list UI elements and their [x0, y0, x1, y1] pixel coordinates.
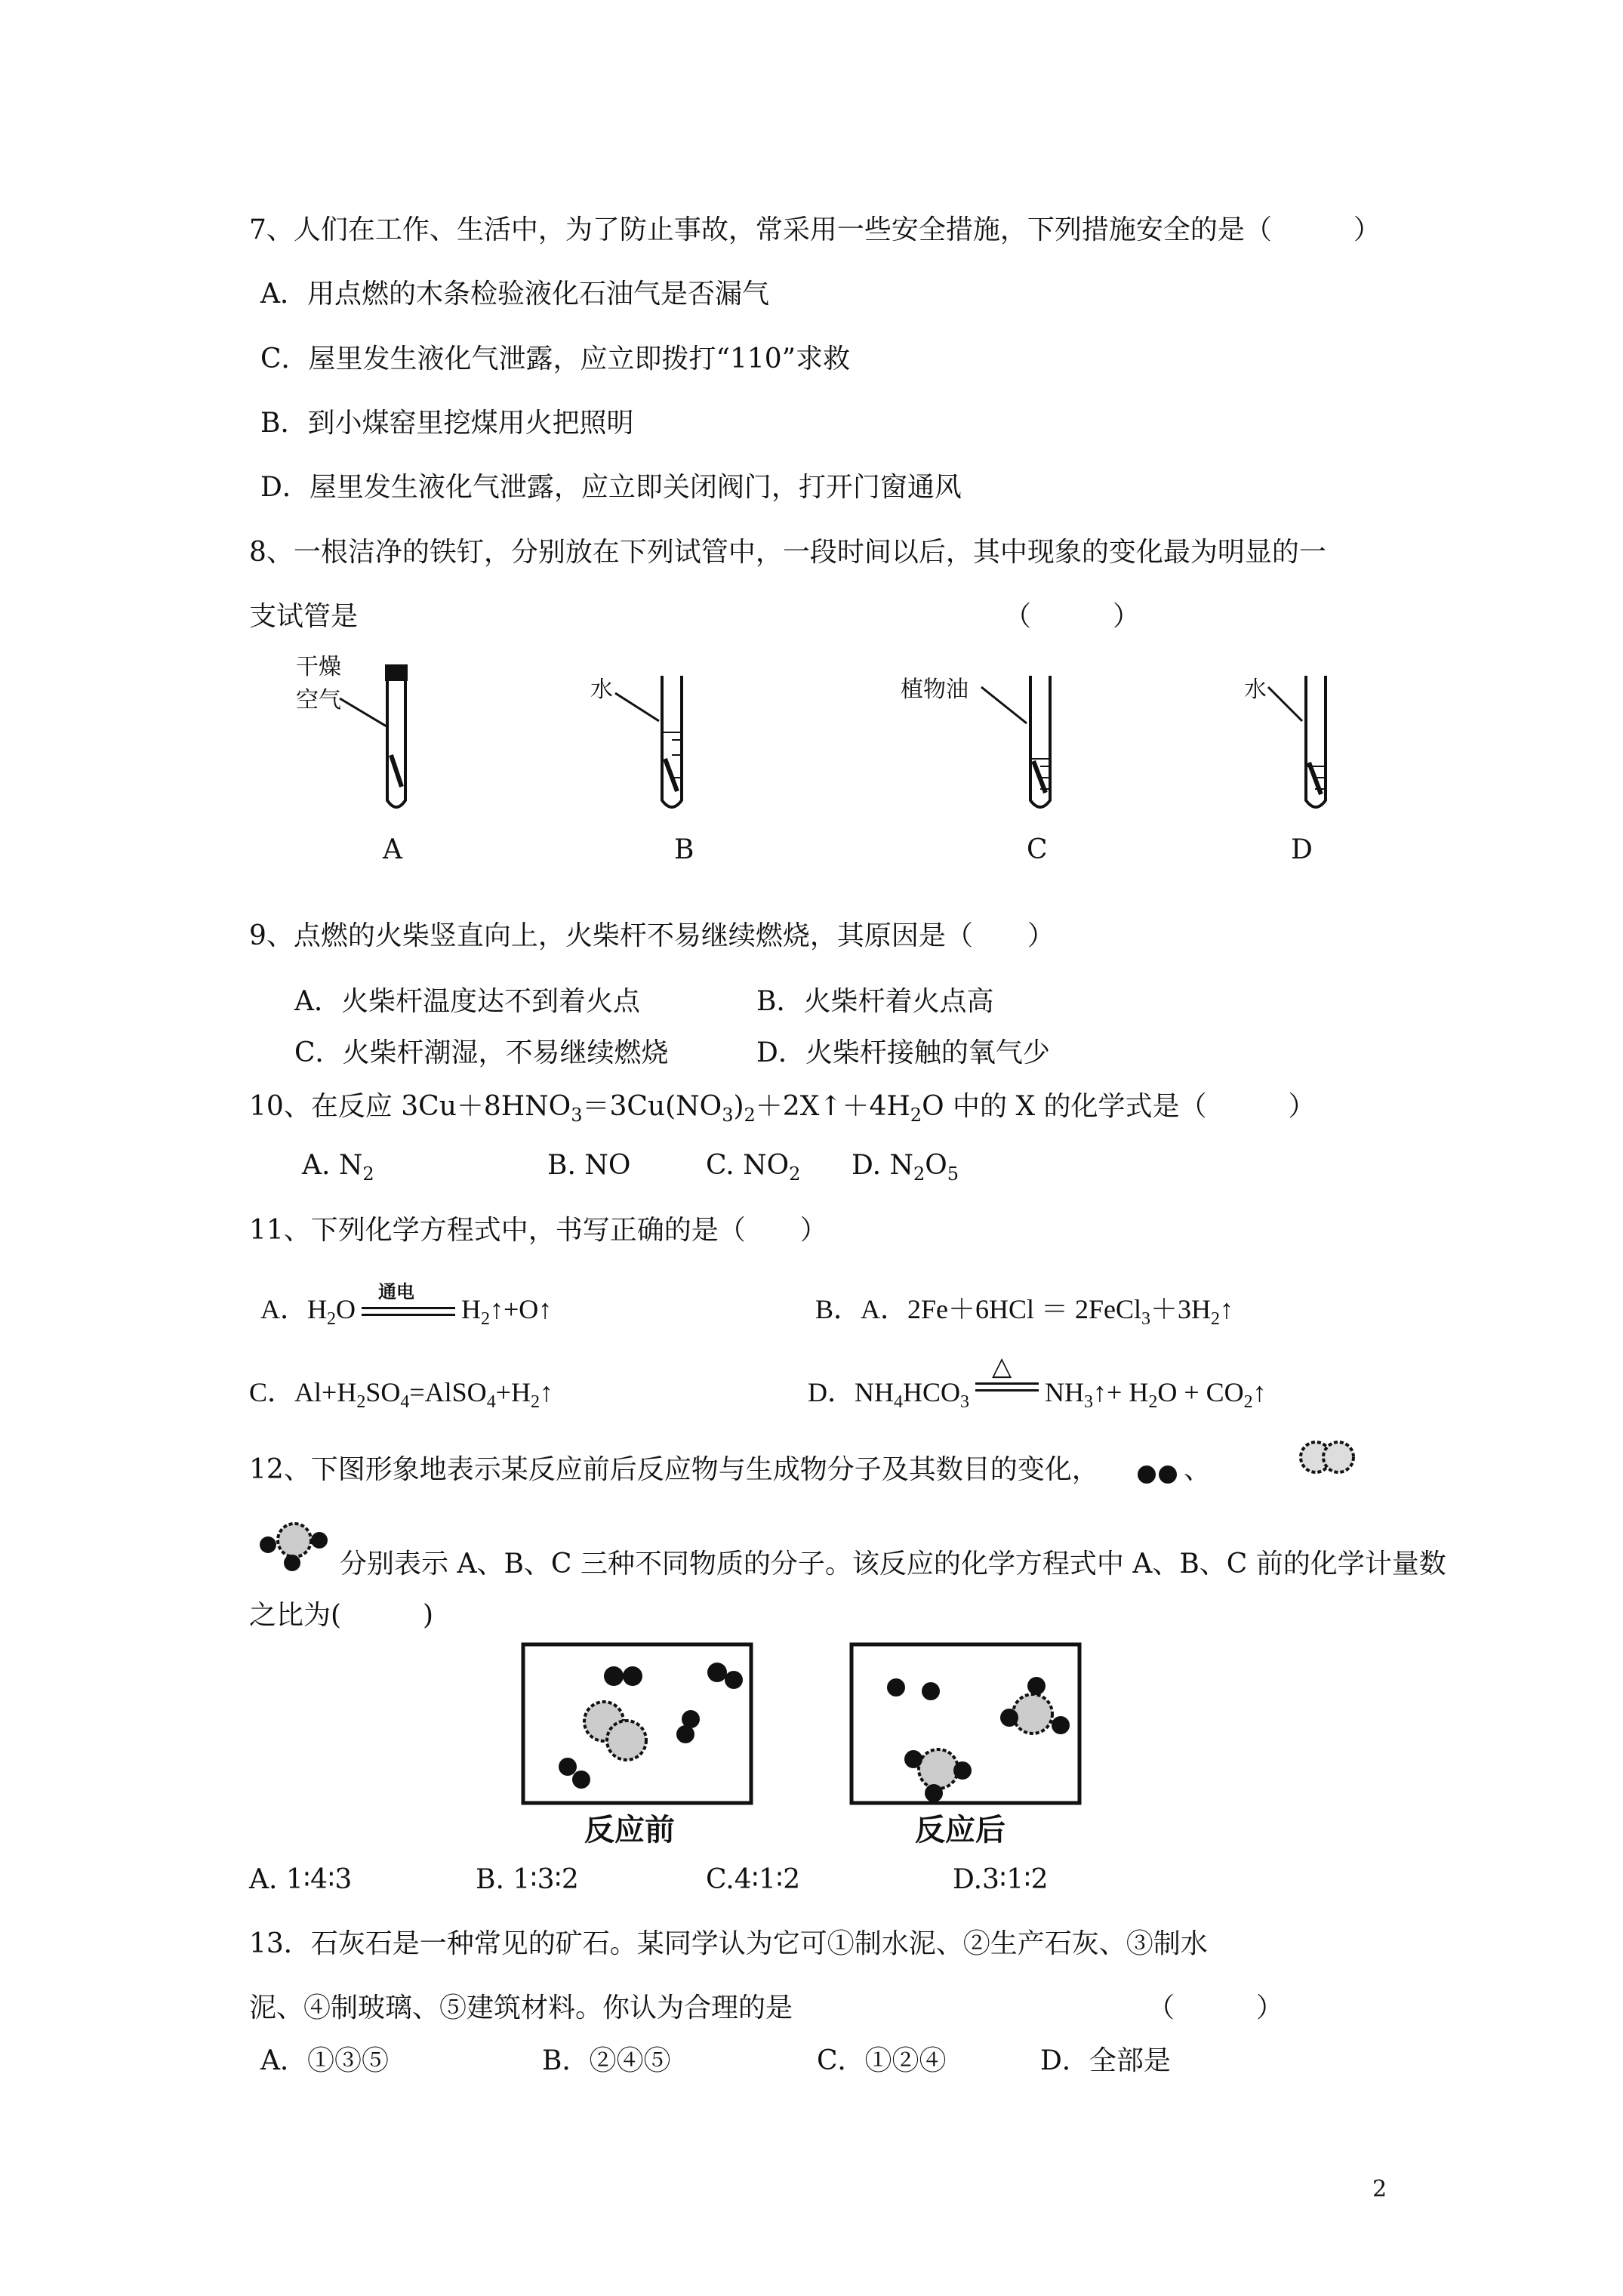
q11-option-c: C．$Al+H_2SO_4=AlSO_4+H_2↑$	[249, 1377, 553, 1412]
before-reaction-caption: 反应前	[584, 1813, 675, 1848]
q7-option-d: D．屋里发生液化气泄露，应立即关闭阀门，打开门窗通风	[260, 472, 962, 503]
q13-option-c: C．①②④	[817, 2045, 947, 2076]
q11-option-d: D．$NH_4HCO_3$ △ $NH_3↑+ H_2O$ + $CO_2↑$	[808, 1352, 1267, 1412]
molecule-b-icon	[1295, 1438, 1363, 1476]
q9-option-b: B．火柴杆着火点高	[756, 986, 994, 1017]
q12-separator: 、	[1184, 1454, 1212, 1485]
q12-option-a: A. 1∶4∶3	[249, 1864, 353, 1895]
q7-option-b: B．到小煤窑里挖煤用火把照明	[260, 408, 634, 439]
q10-option-c: C. $NO_2$	[706, 1150, 801, 1185]
page-number: 2	[1372, 2176, 1387, 2202]
q13-answer-paren: （ ）	[1147, 1992, 1284, 2023]
q12-stem-line3: 之比为( )	[249, 1600, 434, 1631]
after-reaction-box	[849, 1642, 1083, 1808]
q10-stem: 10、在反应 $3Cu+8HNO_3=3Cu(NO_3)_2+2X↑+4H_2O$ 中的 X 的化学式是（ ）	[249, 1091, 1316, 1126]
q7-option-a: A．用点燃的木条检验液化石油气是否漏气	[260, 279, 769, 310]
test-tube-c-diagram	[981, 664, 1087, 831]
q7-stem: 7、人们在工作、生活中，为了防止事故，常采用一些安全措施，下列措施安全的是（ ）	[249, 214, 1381, 245]
tube-b-note: 水	[590, 676, 613, 703]
tube-a-note-line1: 干燥	[296, 654, 341, 680]
test-tube-b-diagram	[615, 664, 713, 831]
q11-option-a: A．$H_2O$ 通电 $H_2↑+O↑$	[260, 1281, 553, 1329]
tube-a-label: A	[383, 834, 402, 865]
q11-option-b: B．A．$2Fe+6HCl = 2FeCl_3+3H_2↑$	[815, 1294, 1234, 1329]
q8-stem-line2: 支试管是	[249, 601, 359, 632]
q10-option-a: A. $N_2$	[302, 1150, 374, 1185]
q9-option-d: D．火柴杆接触的氧气少	[756, 1037, 1050, 1068]
q8-stem: 8、一根洁净的铁钉，分别放在下列试管中，一段时间以后，其中现象的变化最为明显的一	[249, 537, 1326, 568]
q13-option-a: A．①③⑤	[260, 2045, 389, 2076]
tube-d-label: D	[1291, 834, 1313, 865]
q7-option-c: C．屋里发生液化气泄露，应立即拨打“110”求救	[260, 344, 851, 374]
q12-option-d: D.3∶1∶2	[953, 1864, 1049, 1895]
q9-option-a: A．火柴杆温度达不到着火点	[294, 986, 640, 1017]
q11-a-equals-sign: 通电	[356, 1301, 461, 1324]
after-reaction-caption: 反应后	[915, 1813, 1006, 1848]
q12-stem-line1: 12、下图形象地表示某反应前后反应物与生成物分子及其数目的变化，	[249, 1454, 1099, 1485]
q10-option-d: D. $N_2O_5$	[852, 1150, 959, 1185]
tube-d-note: 水	[1244, 676, 1267, 703]
q13-stem-line2: 泥、④制玻璃、⑤建筑材料。你认为合理的是	[249, 1992, 793, 2023]
q11-stem: 11、下列化学方程式中，书写正确的是（ ）	[249, 1215, 827, 1246]
test-tube-a-diagram	[340, 657, 438, 831]
test-tube-d-diagram	[1261, 664, 1359, 831]
q9-option-c: C．火柴杆潮湿，不易继续燃烧	[294, 1037, 669, 1068]
before-reaction-box	[521, 1642, 755, 1808]
q12-option-c: C.4∶1∶2	[706, 1864, 801, 1895]
q12-option-b: B. 1∶3∶2	[476, 1864, 579, 1895]
q13-option-b: B．②④⑤	[542, 2045, 671, 2076]
q9-stem: 9、点燃的火柴竖直向上，火柴杆不易继续燃烧，其原因是（ ）	[249, 920, 1055, 951]
q11-d-equals-sign: △	[969, 1384, 1045, 1407]
q12-stem-line2: 分别表示 A、B、C 三种不同物质的分子。该反应的化学方程式中 A、B、C 前的化学计量数	[340, 1549, 1446, 1579]
q10-option-b: B. NO	[547, 1150, 631, 1181]
tube-b-label: B	[674, 834, 694, 865]
tube-c-label: C	[1027, 834, 1048, 865]
tube-a-note-line2: 空气	[296, 687, 341, 713]
tube-c-note: 植物油	[901, 676, 969, 703]
q8-answer-paren: （ ）	[1004, 601, 1141, 632]
q13-option-d: D．全部是	[1040, 2045, 1171, 2076]
q13-stem: 13．石灰石是一种常见的矿石。某同学认为它可①制水泥、②生产石灰、③制水	[249, 1928, 1208, 1959]
molecule-c-icon	[253, 1518, 336, 1578]
